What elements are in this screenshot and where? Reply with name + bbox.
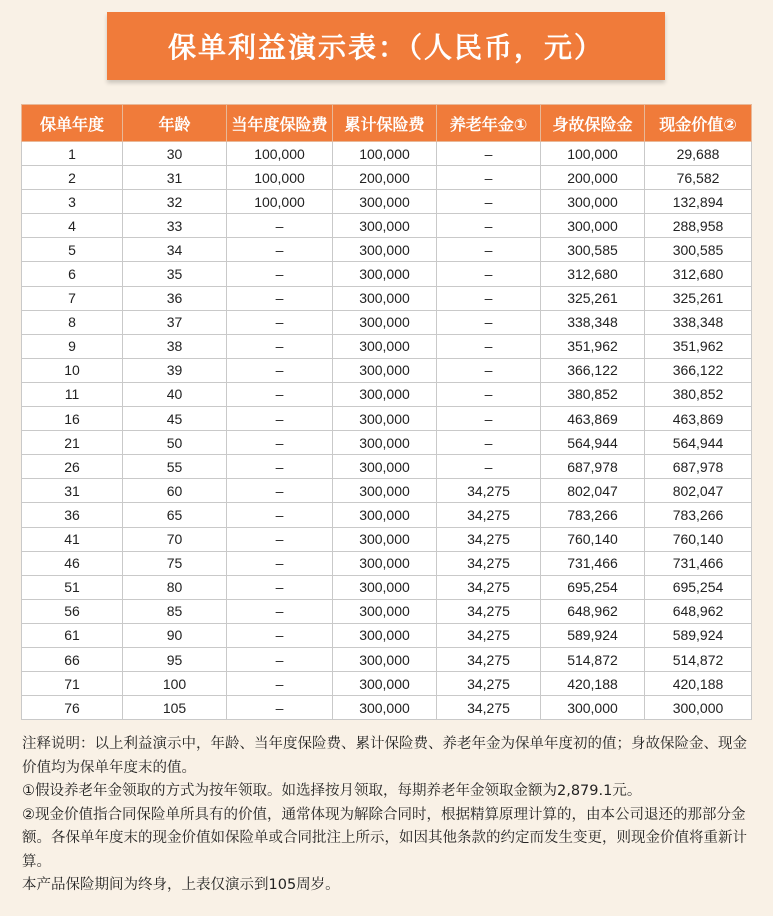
cell-cash-value: 802,047 (645, 479, 752, 503)
table-row (22, 599, 752, 623)
cell-policy-year: 6 (22, 262, 123, 286)
cell-cumulative-premium: 300,000 (333, 672, 437, 696)
cell-cumulative-premium: 300,000 (333, 551, 437, 575)
cell-age: 34 (123, 238, 227, 262)
cell-cash-value: 514,872 (645, 647, 752, 671)
table-row (22, 407, 752, 431)
header-annual-premium: 当年度保险费 (227, 105, 333, 142)
cell-policy-year: 9 (22, 334, 123, 358)
table-row (22, 310, 752, 334)
cell-cash-value: 687,978 (645, 455, 752, 479)
cell-cumulative-premium: 300,000 (333, 358, 437, 382)
cell-policy-year: 36 (22, 503, 123, 527)
cell-age: 37 (123, 310, 227, 334)
cell-age: 100 (123, 672, 227, 696)
cell-death-benefit: 380,852 (541, 382, 645, 406)
table-row (22, 503, 752, 527)
cell-annuity: 34,275 (437, 551, 541, 575)
cell-death-benefit: 300,000 (541, 190, 645, 214)
cell-age: 55 (123, 455, 227, 479)
cell-cumulative-premium: 300,000 (333, 527, 437, 551)
header-cash-value: 现金价值② (645, 105, 752, 142)
cell-policy-year: 51 (22, 575, 123, 599)
cell-annual-premium: – (227, 479, 333, 503)
cell-age: 36 (123, 286, 227, 310)
cell-age: 65 (123, 503, 227, 527)
cell-annuity: – (437, 334, 541, 358)
cell-age: 40 (123, 382, 227, 406)
header-cumulative-premium: 累计保险费 (333, 105, 437, 142)
cell-annual-premium: – (227, 551, 333, 575)
cell-policy-year: 16 (22, 407, 123, 431)
cell-death-benefit: 325,261 (541, 286, 645, 310)
cell-policy-year: 56 (22, 599, 123, 623)
cell-annual-premium: – (227, 503, 333, 527)
table-row (22, 696, 752, 720)
header-annuity: 养老年金① (437, 105, 541, 142)
cell-death-benefit: 802,047 (541, 479, 645, 503)
cell-cash-value: 760,140 (645, 527, 752, 551)
cell-annual-premium: – (227, 286, 333, 310)
cell-annual-premium: – (227, 527, 333, 551)
table-row (22, 190, 752, 214)
cell-policy-year: 10 (22, 358, 123, 382)
cell-cash-value: 325,261 (645, 286, 752, 310)
cell-cumulative-premium: 300,000 (333, 334, 437, 358)
cell-policy-year: 3 (22, 190, 123, 214)
cell-death-benefit: 695,254 (541, 575, 645, 599)
table-row (22, 431, 752, 455)
cell-age: 32 (123, 190, 227, 214)
cell-annuity: – (437, 358, 541, 382)
cell-death-benefit: 300,000 (541, 214, 645, 238)
cell-policy-year: 1 (22, 142, 123, 166)
header-death-benefit: 身故保险金 (541, 105, 645, 142)
cell-cash-value: 380,852 (645, 382, 752, 406)
cell-age: 33 (123, 214, 227, 238)
cell-annual-premium: – (227, 431, 333, 455)
header-age: 年龄 (123, 105, 227, 142)
table-row (22, 142, 752, 166)
cell-age: 85 (123, 599, 227, 623)
table-row (22, 575, 752, 599)
cell-cash-value: 366,122 (645, 358, 752, 382)
cell-cumulative-premium: 100,000 (333, 142, 437, 166)
cell-annual-premium: – (227, 455, 333, 479)
table-row (22, 647, 752, 671)
cell-policy-year: 2 (22, 166, 123, 190)
cell-age: 95 (123, 647, 227, 671)
cell-age: 80 (123, 575, 227, 599)
cell-cash-value: 463,869 (645, 407, 752, 431)
cell-death-benefit: 420,188 (541, 672, 645, 696)
cell-cash-value: 76,582 (645, 166, 752, 190)
cell-cumulative-premium: 300,000 (333, 286, 437, 310)
cell-annual-premium: – (227, 214, 333, 238)
cell-annuity: 34,275 (437, 503, 541, 527)
table-row (22, 672, 752, 696)
cell-death-benefit: 366,122 (541, 358, 645, 382)
cell-age: 90 (123, 623, 227, 647)
cell-policy-year: 4 (22, 214, 123, 238)
cell-age: 35 (123, 262, 227, 286)
cell-policy-year: 21 (22, 431, 123, 455)
cell-policy-year: 61 (22, 623, 123, 647)
cell-cumulative-premium: 200,000 (333, 166, 437, 190)
cell-cumulative-premium: 300,000 (333, 407, 437, 431)
cell-annual-premium: 100,000 (227, 166, 333, 190)
cell-age: 75 (123, 551, 227, 575)
cell-annuity: 34,275 (437, 672, 541, 696)
cell-cash-value: 300,000 (645, 696, 752, 720)
cell-annual-premium: – (227, 672, 333, 696)
cell-cash-value: 695,254 (645, 575, 752, 599)
table-row (22, 166, 752, 190)
table-row (22, 286, 752, 310)
note-explanation: 注释说明：以上利益演示中，年龄、当年度保险费、累计保险费、养老年金为保单年度初的值；身故保险金、现金价值均为保单年度末的值。 (22, 736, 747, 776)
cell-death-benefit: 687,978 (541, 455, 645, 479)
title-banner (107, 12, 665, 80)
table-row (22, 262, 752, 286)
cell-cumulative-premium: 300,000 (333, 696, 437, 720)
cell-policy-year: 7 (22, 286, 123, 310)
cell-cash-value: 589,924 (645, 623, 752, 647)
cell-policy-year: 71 (22, 672, 123, 696)
cell-annuity: – (437, 382, 541, 406)
cell-annual-premium: – (227, 623, 333, 647)
cell-death-benefit: 300,585 (541, 238, 645, 262)
note-cash-value: ②现金价值指合同保险单所具有的价值，通常体现为解除合同时，根据精算原理计算的，由本公司退还的那部分金额。各保单年度末的现金价值如保险单或合同批注上所示，如因其他条款的约定而发生变更，则现金价值将重新计算。 (22, 806, 747, 870)
cell-cumulative-premium: 300,000 (333, 623, 437, 647)
cell-death-benefit: 514,872 (541, 647, 645, 671)
cell-cumulative-premium: 300,000 (333, 238, 437, 262)
cell-death-benefit: 100,000 (541, 142, 645, 166)
cell-cumulative-premium: 300,000 (333, 479, 437, 503)
cell-annuity: 34,275 (437, 623, 541, 647)
cell-cash-value: 351,962 (645, 334, 752, 358)
cell-annuity: – (437, 262, 541, 286)
cell-age: 45 (123, 407, 227, 431)
cell-age: 105 (123, 696, 227, 720)
cell-annuity: – (437, 455, 541, 479)
table-body (22, 142, 752, 720)
cell-cumulative-premium: 300,000 (333, 647, 437, 671)
cell-cash-value: 783,266 (645, 503, 752, 527)
cell-annual-premium: – (227, 382, 333, 406)
table-row (22, 358, 752, 382)
cell-policy-year: 31 (22, 479, 123, 503)
cell-death-benefit: 589,924 (541, 623, 645, 647)
cell-death-benefit: 338,348 (541, 310, 645, 334)
cell-annuity: – (437, 286, 541, 310)
cell-annuity: 34,275 (437, 479, 541, 503)
table-row (22, 214, 752, 238)
cell-age: 38 (123, 334, 227, 358)
table-row (22, 527, 752, 551)
cell-death-benefit: 463,869 (541, 407, 645, 431)
table-row (22, 382, 752, 406)
cell-policy-year: 5 (22, 238, 123, 262)
cell-death-benefit: 648,962 (541, 599, 645, 623)
cell-age: 30 (123, 142, 227, 166)
cell-death-benefit: 300,000 (541, 696, 645, 720)
table-row (22, 334, 752, 358)
cell-policy-year: 8 (22, 310, 123, 334)
table-row (22, 479, 752, 503)
note-coverage-period: 本产品保险期间为终身，上表仅演示到105周岁。 (22, 877, 340, 893)
cell-death-benefit: 760,140 (541, 527, 645, 551)
cell-death-benefit: 351,962 (541, 334, 645, 358)
cell-annuity: 34,275 (437, 527, 541, 551)
cell-annual-premium: – (227, 407, 333, 431)
benefit-table (21, 104, 752, 720)
cell-age: 31 (123, 166, 227, 190)
cell-annuity: 34,275 (437, 575, 541, 599)
cell-annuity: 34,275 (437, 599, 541, 623)
header-policy-year: 保单年度 (22, 105, 123, 142)
cell-cumulative-premium: 300,000 (333, 455, 437, 479)
cell-cash-value: 338,348 (645, 310, 752, 334)
cell-annuity: 34,275 (437, 696, 541, 720)
cell-policy-year: 76 (22, 696, 123, 720)
cell-policy-year: 41 (22, 527, 123, 551)
cell-annual-premium: – (227, 647, 333, 671)
cell-annuity: – (437, 407, 541, 431)
cell-age: 60 (123, 479, 227, 503)
cell-cash-value: 288,958 (645, 214, 752, 238)
table-header-row (22, 105, 752, 142)
cell-age: 70 (123, 527, 227, 551)
cell-annuity: – (437, 238, 541, 262)
cell-policy-year: 66 (22, 647, 123, 671)
cell-death-benefit: 200,000 (541, 166, 645, 190)
cell-cash-value: 648,962 (645, 599, 752, 623)
cell-annual-premium: – (227, 262, 333, 286)
cell-cumulative-premium: 300,000 (333, 599, 437, 623)
cell-annuity: – (437, 166, 541, 190)
cell-annuity: – (437, 310, 541, 334)
cell-death-benefit: 731,466 (541, 551, 645, 575)
cell-age: 39 (123, 358, 227, 382)
cell-policy-year: 46 (22, 551, 123, 575)
cell-annuity: – (437, 190, 541, 214)
cell-annuity: – (437, 431, 541, 455)
cell-cash-value: 312,680 (645, 262, 752, 286)
cell-cash-value: 731,466 (645, 551, 752, 575)
cell-cumulative-premium: 300,000 (333, 310, 437, 334)
cell-cumulative-premium: 300,000 (333, 190, 437, 214)
table-row (22, 455, 752, 479)
cell-death-benefit: 783,266 (541, 503, 645, 527)
cell-cumulative-premium: 300,000 (333, 214, 437, 238)
table-row (22, 238, 752, 262)
cell-death-benefit: 312,680 (541, 262, 645, 286)
cell-cash-value: 420,188 (645, 672, 752, 696)
cell-cumulative-premium: 300,000 (333, 382, 437, 406)
cell-annual-premium: – (227, 310, 333, 334)
cell-annual-premium: – (227, 358, 333, 382)
cell-annuity: 34,275 (437, 647, 541, 671)
page-title: 保单利益演示表：（人民币，元） (167, 31, 604, 64)
cell-annual-premium: – (227, 696, 333, 720)
cell-annual-premium: – (227, 238, 333, 262)
cell-cumulative-premium: 300,000 (333, 503, 437, 527)
note-annuity: ①假设养老年金领取的方式为按年领取。如选择按月领取，每期养老年金领取金额为2,879.1元。 (22, 783, 642, 799)
cell-annual-premium: – (227, 575, 333, 599)
cell-cash-value: 300,585 (645, 238, 752, 262)
cell-cumulative-premium: 300,000 (333, 431, 437, 455)
cell-annuity: – (437, 142, 541, 166)
cell-cash-value: 564,944 (645, 431, 752, 455)
cell-age: 50 (123, 431, 227, 455)
cell-cash-value: 29,688 (645, 142, 752, 166)
cell-annual-premium: 100,000 (227, 190, 333, 214)
cell-policy-year: 26 (22, 455, 123, 479)
cell-annuity: – (437, 214, 541, 238)
cell-annual-premium: – (227, 599, 333, 623)
table-row (22, 551, 752, 575)
notes-section (22, 733, 752, 898)
cell-cash-value: 132,894 (645, 190, 752, 214)
cell-cumulative-premium: 300,000 (333, 262, 437, 286)
cell-policy-year: 11 (22, 382, 123, 406)
table-row (22, 623, 752, 647)
cell-cumulative-premium: 300,000 (333, 575, 437, 599)
cell-annual-premium: 100,000 (227, 142, 333, 166)
cell-death-benefit: 564,944 (541, 431, 645, 455)
cell-annual-premium: – (227, 334, 333, 358)
